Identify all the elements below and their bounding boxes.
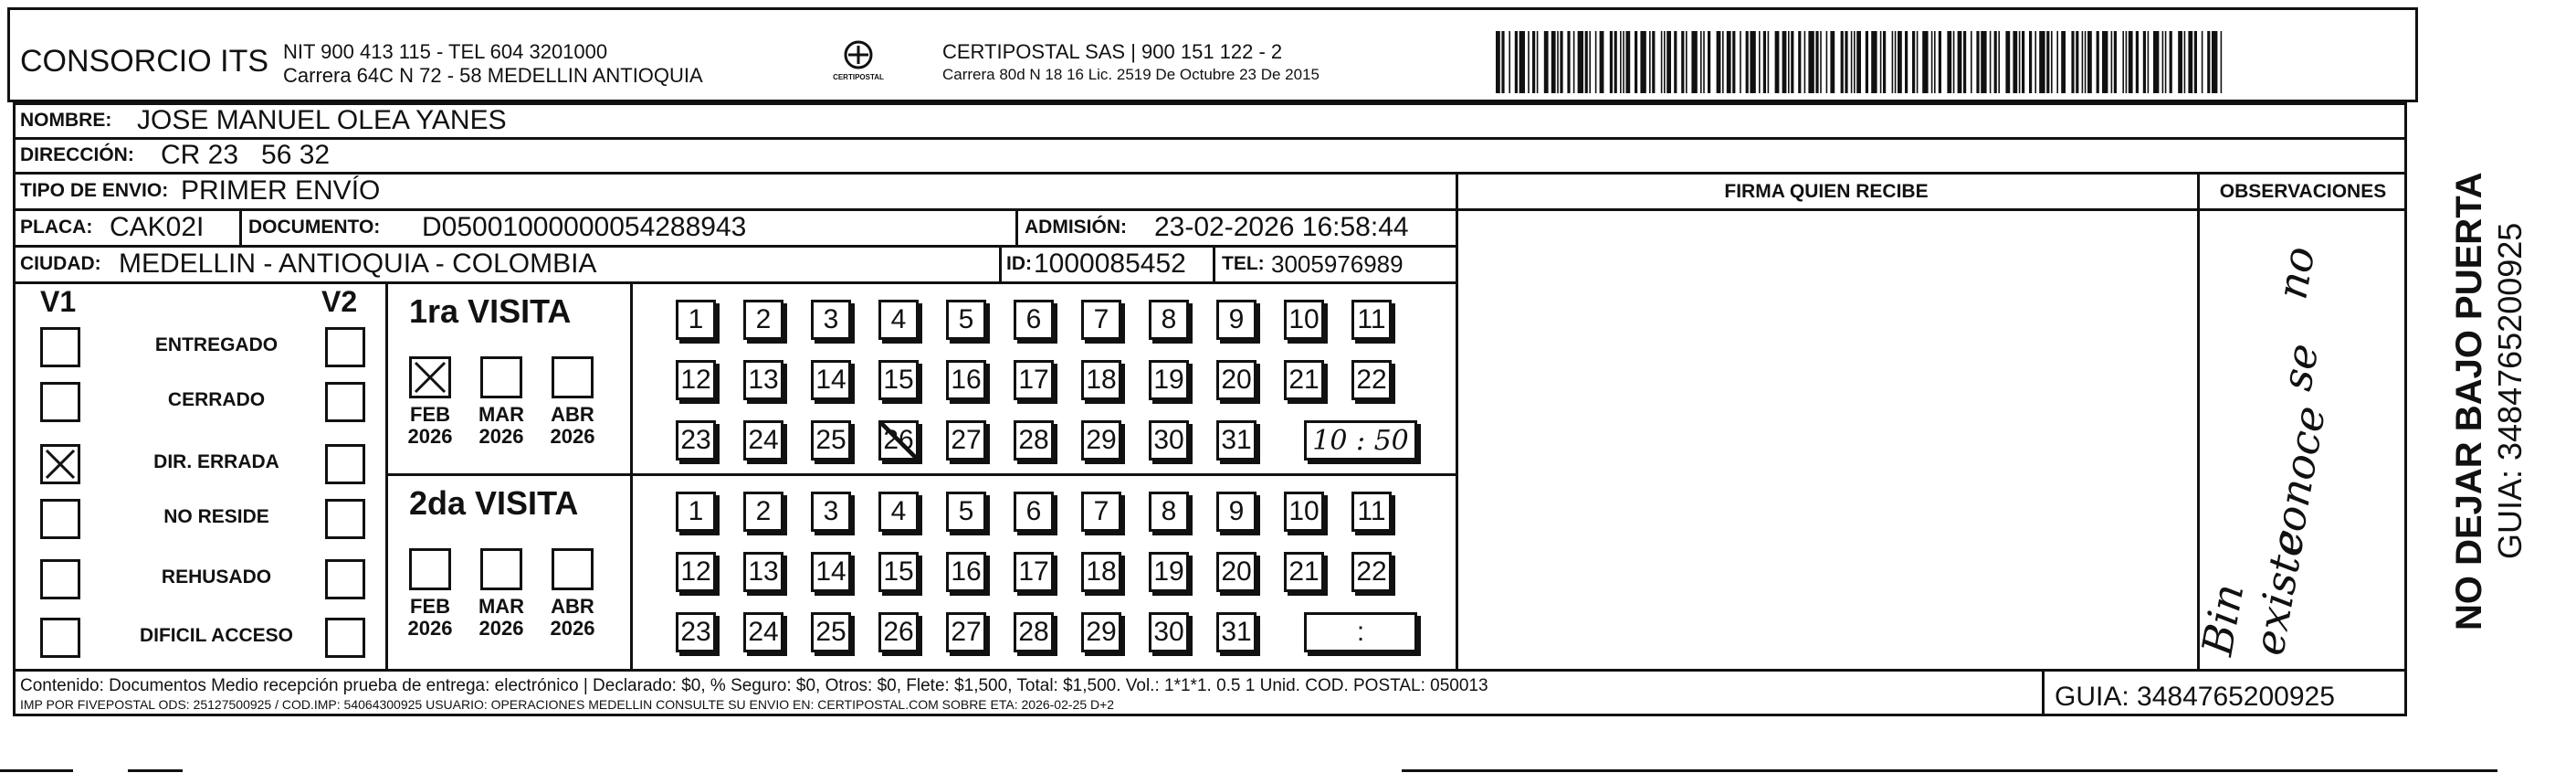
- barcode-bar: [1866, 31, 1868, 93]
- month-year: 2026: [407, 425, 453, 448]
- month-checkbox[interactable]: [409, 548, 451, 590]
- barcode-bar: [1585, 31, 1588, 93]
- barcode-bar: [1686, 31, 1688, 93]
- day-box[interactable]: 30: [1149, 612, 1189, 652]
- day-box[interactable]: 3: [811, 300, 851, 340]
- day-box[interactable]: 12: [676, 552, 716, 592]
- barcode-bar: [2184, 31, 2186, 93]
- barcode-bar: [1708, 31, 1710, 93]
- barcode-bar: [1759, 31, 1761, 93]
- footer-contenido: Contenido: Documentos Medio recepción prueba de entrega: electrónico | Declarado: $0, % Seguro: $0, Otros: $0, Flete: $1,500, Total: $1,500. Vol.: 1*1*1. 0.5 1 Unid. COD. POSTAL: 050013: [20, 676, 1488, 695]
- obs-word: conoce: [2260, 402, 2336, 558]
- barcode-bar: [1750, 31, 1755, 93]
- barcode-bar: [2212, 31, 2217, 93]
- month-checkbox[interactable]: [480, 548, 522, 590]
- barcode-bar: [1620, 31, 1622, 93]
- barcode-bar: [1740, 31, 1741, 93]
- barcode-bar: [1905, 31, 1908, 93]
- day-box[interactable]: 24: [743, 420, 783, 461]
- day-box[interactable]: 10: [1284, 492, 1324, 532]
- barcode-bar: [2111, 31, 2113, 93]
- month-label: [403, 596, 457, 640]
- barcode-bar: [1892, 31, 1894, 93]
- day-box[interactable]: 6: [1014, 300, 1054, 340]
- barcode-bar: [1732, 31, 1735, 93]
- barcode-bar: [1717, 31, 1721, 93]
- barcode-bar: [2029, 31, 2032, 93]
- barcode-bar: [1640, 31, 1645, 93]
- barcode-bar: [1557, 31, 1559, 93]
- barcode-bar: [1578, 31, 1583, 93]
- day-box[interactable]: 13: [743, 360, 783, 400]
- barcode-bar: [1567, 31, 1570, 93]
- day-box[interactable]: 11: [1351, 300, 1392, 340]
- barcode-bar: [1544, 31, 1549, 93]
- barcode-bar: [1589, 31, 1591, 93]
- barcode-bar: [1768, 31, 1770, 93]
- barcode-bar: [1600, 31, 1604, 93]
- day-box[interactable]: 18: [1081, 360, 1121, 400]
- barcode-bar: [2039, 31, 2045, 93]
- day-box[interactable]: 16: [946, 360, 986, 400]
- barcode-bar: [1791, 31, 1793, 93]
- day-box[interactable]: 1: [676, 300, 716, 340]
- month-checkbox[interactable]: [552, 356, 594, 398]
- barcode-bar: [2129, 31, 2133, 93]
- barcode-bar: [1649, 31, 1651, 93]
- month-year: 2026: [550, 425, 595, 448]
- barcode-bar: [2136, 31, 2139, 93]
- barcode-bar: [1537, 31, 1539, 93]
- barcode-bar: [1947, 31, 1951, 93]
- barcode-bar: [1958, 31, 1962, 93]
- day-box[interactable]: 7: [1081, 300, 1121, 340]
- tel-label: TEL:: [1222, 253, 1265, 274]
- day-box[interactable]: 25: [811, 612, 851, 652]
- barcode-bar: [2056, 31, 2058, 93]
- observaciones-handwriting: [2192, 219, 2402, 667]
- day-box[interactable]: 20: [1216, 360, 1256, 400]
- barcode-bar: [1703, 31, 1705, 93]
- row-line: [385, 473, 1456, 476]
- day-box[interactable]: 21: [1284, 552, 1324, 592]
- barcode-bar: [1560, 31, 1562, 93]
- barcode-bar: [1851, 31, 1853, 93]
- barcode-bar: [1652, 31, 1655, 93]
- day-box[interactable]: 19: [1149, 552, 1189, 592]
- day-box[interactable]: 28: [1014, 612, 1054, 652]
- documento-label: DOCUMENTO:: [248, 217, 381, 238]
- tel-value: 3005976989: [1271, 250, 1404, 278]
- barcode-bar: [1856, 31, 1861, 93]
- barcode-bar: [2194, 31, 2197, 93]
- day-box[interactable]: 22: [1351, 360, 1392, 400]
- barcode-bar: [1515, 31, 1518, 93]
- barcode-bar: [1939, 31, 1941, 93]
- day-box[interactable]: 2: [743, 492, 783, 532]
- day-box[interactable]: 26: [878, 612, 919, 652]
- status-label: DIFICIL ACCESO: [139, 625, 293, 646]
- visit-title: 2da VISITA: [409, 484, 579, 522]
- documento-value: D05001000000054288943: [422, 212, 747, 242]
- visit-title: 1ra VISITA: [409, 292, 572, 330]
- v2-header: V2: [321, 285, 358, 318]
- v2-checkbox[interactable]: [325, 382, 365, 422]
- barcode-bar: [1509, 31, 1510, 93]
- barcode-bar: [1953, 31, 1955, 93]
- observaciones-header: OBSERVACIONES: [2219, 181, 2387, 202]
- side-warning: NO DEJAR BAJO PUERTA: [2449, 172, 2489, 630]
- col-line: [1213, 245, 1215, 281]
- courier-line1: CERTIPOSTAL SAS | 900 151 122 - 2: [942, 40, 1283, 63]
- id-label: ID:: [1006, 253, 1032, 274]
- barcode-bar: [1775, 31, 1780, 93]
- barcode-bar: [1917, 31, 1919, 93]
- barcode-bar: [1727, 31, 1731, 93]
- nombre-value: JOSE MANUEL OLEA YANES: [137, 105, 507, 135]
- barcode-bar: [2114, 31, 2117, 93]
- day-box[interactable]: 21: [1284, 360, 1324, 400]
- barcode-bar: [1667, 31, 1671, 93]
- footer-imp: IMP POR FIVEPOSTAL ODS: 25127500925 / COD.IMP: 54064300925 USUARIO: OPERACIONES MEDELLIN CONSULTE SU ENVIO EN: CERTIPOSTAL.COM SOBRE ETA: 2026-02-25 D+2: [20, 697, 1115, 712]
- barcode-bar: [1610, 31, 1613, 93]
- company-name: CONSORCIO ITS: [20, 44, 269, 79]
- barcode-bar: [1788, 31, 1790, 93]
- day-box[interactable]: 29: [1081, 420, 1121, 461]
- barcode-bar: [2046, 31, 2049, 93]
- barcode-bar: [1635, 31, 1637, 93]
- row-line: [13, 281, 1456, 284]
- barcode-bar: [1871, 31, 1877, 93]
- barcode-bar: [1854, 31, 1856, 93]
- day-box[interactable]: 13: [743, 552, 783, 592]
- day-box[interactable]: 31: [1216, 612, 1256, 652]
- barcode-bar: [2082, 31, 2084, 93]
- day-box[interactable]: 16: [946, 552, 986, 592]
- barcode-bar: [2005, 31, 2010, 93]
- barcode-bar: [1798, 31, 1801, 93]
- barcode-bar: [1998, 31, 2000, 93]
- col-line: [2042, 669, 2045, 716]
- month-label: [403, 404, 457, 448]
- day-box[interactable]: 25: [811, 420, 851, 461]
- day-box[interactable]: 15: [878, 552, 919, 592]
- direccion-value: CR 23 56 32: [161, 140, 331, 170]
- barcode-bar: [1519, 31, 1525, 93]
- time-box[interactable]: :: [1304, 612, 1417, 652]
- day-box[interactable]: 9: [1216, 300, 1256, 340]
- side-guia: GUIA: 3484765200925: [2491, 222, 2529, 559]
- certipostal-logo-icon: [826, 37, 890, 91]
- barcode-bar: [1994, 31, 1997, 93]
- barcode-bar: [1782, 31, 1787, 93]
- barcode-bar: [2076, 31, 2078, 93]
- barcode-bar: [1722, 31, 1724, 93]
- time-box[interactable]: 10 : 50: [1304, 420, 1417, 461]
- barcode-bar: [2061, 31, 2066, 93]
- barcode-bar: [1551, 31, 1556, 93]
- barcode-bar: [1595, 31, 1597, 93]
- barcode-bar: [2188, 31, 2192, 93]
- company-line2: Carrera 64C N 72 - 58 MEDELLIN ANTIOQUIA: [283, 64, 703, 87]
- day-box[interactable]: 27: [946, 420, 986, 461]
- v1-checkbox[interactable]: [40, 327, 80, 367]
- barcode-bar: [2153, 31, 2159, 93]
- col-line: [999, 245, 1002, 281]
- month-checkbox[interactable]: [480, 356, 522, 398]
- barcode-bar: [1912, 31, 1915, 93]
- v1-checkbox[interactable]: [40, 499, 80, 539]
- v1-checkbox[interactable]: [40, 382, 80, 422]
- barcode-bar: [1763, 31, 1766, 93]
- v2-checkbox[interactable]: [325, 444, 365, 484]
- day-box[interactable]: 22: [1351, 552, 1392, 592]
- barcode-bar: [1528, 31, 1530, 93]
- admision-label: ADMISIÓN:: [1025, 217, 1127, 238]
- status-label: DIR. ERRADA: [153, 451, 279, 472]
- month-label: [545, 404, 600, 448]
- row-line: [13, 669, 2407, 672]
- day-box[interactable]: 24: [743, 612, 783, 652]
- footer-guia: GUIA: 3484765200925: [2055, 682, 2335, 712]
- day-box[interactable]: 30: [1149, 420, 1189, 461]
- bottom-rule: [0, 769, 73, 772]
- month-name: FEB: [410, 595, 450, 618]
- barcode-bar: [1573, 31, 1575, 93]
- status-label: REHUSADO: [161, 567, 272, 588]
- barcode-bar: [2051, 31, 2053, 93]
- barcode-bar: [2035, 31, 2036, 93]
- day-box[interactable]: 14: [811, 552, 851, 592]
- barcode-bar: [1898, 31, 1902, 93]
- barcode-bar: [2221, 31, 2223, 93]
- nombre-label: NOMBRE:: [20, 110, 112, 131]
- day-box[interactable]: 6: [1014, 492, 1054, 532]
- month-year: 2026: [478, 425, 524, 448]
- barcode: [1494, 31, 2224, 93]
- col-line: [239, 208, 242, 245]
- month-name: MAR: [478, 595, 525, 618]
- obs-word: Bin: [2192, 579, 2254, 660]
- day-box[interactable]: 10: [1284, 300, 1324, 340]
- barcode-bar: [2126, 31, 2128, 93]
- placa-label: PLACA:: [20, 217, 93, 238]
- barcode-bar: [1681, 31, 1684, 93]
- col-line: [1456, 172, 1458, 669]
- month-year: 2026: [478, 617, 524, 640]
- obs-word: existe: [2244, 526, 2315, 659]
- barcode-bar: [1532, 31, 1535, 93]
- ciudad-value: MEDELLIN - ANTIOQUIA - COLOMBIA: [119, 249, 597, 279]
- month-label: [474, 596, 529, 640]
- day-box[interactable]: 7: [1081, 492, 1121, 532]
- day-box[interactable]: 15: [878, 360, 919, 400]
- day-box[interactable]: 8: [1149, 300, 1189, 340]
- tipo-value: PRIMER ENVÍO: [181, 175, 381, 206]
- barcode-bar: [1496, 31, 1500, 93]
- barcode-bar: [2165, 31, 2167, 93]
- barcode-bar: [1971, 31, 1972, 93]
- barcode-bar: [2013, 31, 2017, 93]
- v2-checkbox[interactable]: [325, 618, 365, 658]
- status-label: ENTREGADO: [154, 334, 279, 355]
- barcode-bar: [2097, 31, 2099, 93]
- day-box[interactable]: 2: [743, 300, 783, 340]
- id-value: 1000085452: [1034, 249, 1186, 279]
- day-box[interactable]: 14: [811, 360, 851, 400]
- day-box[interactable]: 20: [1216, 552, 1256, 592]
- day-box[interactable]: 12: [676, 360, 716, 400]
- month-name: ABR: [551, 403, 594, 426]
- day-box[interactable]: 17: [1014, 552, 1054, 592]
- col-line: [1015, 208, 1018, 245]
- day-box[interactable]: 23: [676, 612, 716, 652]
- v2-checkbox[interactable]: [325, 559, 365, 599]
- month-checkbox[interactable]: [552, 548, 594, 590]
- bottom-rule: [1402, 769, 2497, 772]
- barcode-bar: [1883, 31, 1886, 93]
- tipo-label: TIPO DE ENVIO:: [20, 180, 169, 201]
- day-box[interactable]: 31: [1216, 420, 1256, 461]
- barcode-bar: [2022, 31, 2024, 93]
- barcode-bar: [2085, 31, 2087, 93]
- month-year: 2026: [550, 617, 595, 640]
- day-box[interactable]: 27: [946, 612, 986, 652]
- barcode-bar: [1830, 31, 1835, 93]
- direccion-label: DIRECCIÓN:: [20, 144, 134, 165]
- col-line: [2197, 172, 2200, 669]
- v2-checkbox[interactable]: [325, 499, 365, 539]
- day-box[interactable]: 3: [811, 492, 851, 532]
- barcode-bar: [1815, 31, 1818, 93]
- ciudad-label: CIUDAD:: [20, 253, 101, 274]
- row-line: [13, 172, 2407, 175]
- barcode-bar: [1963, 31, 1966, 93]
- v1-checkbox[interactable]: [40, 618, 80, 658]
- v1-checkbox[interactable]: [40, 559, 80, 599]
- barcode-bar: [1922, 31, 1928, 93]
- barcode-bar: [1661, 31, 1663, 93]
- barcode-bar: [1746, 31, 1749, 93]
- barcode-bar: [1981, 31, 1986, 93]
- barcode-bar: [1895, 31, 1897, 93]
- barcode-bar: [1990, 31, 1992, 93]
- barcode-bar: [1841, 31, 1844, 93]
- day-box[interactable]: 29: [1081, 612, 1121, 652]
- day-box[interactable]: 8: [1149, 492, 1189, 532]
- barcode-bar: [1820, 31, 1822, 93]
- day-box[interactable]: 4: [878, 300, 919, 340]
- day-box[interactable]: 5: [946, 300, 986, 340]
- row-line: [13, 137, 2407, 140]
- barcode-bar: [2178, 31, 2182, 93]
- logo-text: CERTIPOSTAL: [833, 73, 884, 81]
- barcode-bar: [1880, 31, 1882, 93]
- day-box[interactable]: 9: [1216, 492, 1256, 532]
- month-checkbox[interactable]: [409, 356, 451, 398]
- day-box[interactable]: 11: [1351, 492, 1392, 532]
- barcode-bar: [1826, 31, 1828, 93]
- bottom-rule: [128, 769, 183, 772]
- barcode-bar: [2207, 31, 2210, 93]
- barcode-bar: [1845, 31, 1847, 93]
- day-box[interactable]: 19: [1149, 360, 1189, 400]
- day-box[interactable]: 17: [1014, 360, 1054, 400]
- courier-line2: Carrera 80d N 18 16 Lic. 2519 De Octubre 23 De 2015: [942, 66, 1320, 83]
- month-label: [545, 596, 600, 640]
- barcode-bar: [1931, 31, 1933, 93]
- barcode-bar: [1808, 31, 1814, 93]
- day-box[interactable]: 26: [878, 420, 919, 461]
- barcode-bar: [2071, 31, 2074, 93]
- day-box[interactable]: 4: [878, 492, 919, 532]
- barcode-bar: [1674, 31, 1677, 93]
- firma-header: FIRMA QUIEN RECIBE: [1724, 181, 1929, 202]
- month-label: [474, 404, 529, 448]
- status-label: CERRADO: [167, 389, 266, 410]
- month-name: FEB: [410, 403, 450, 426]
- barcode-bar: [2019, 31, 2021, 93]
- v1-header: V1: [40, 285, 77, 318]
- barcode-bar: [2202, 31, 2203, 93]
- day-box[interactable]: 1: [676, 492, 716, 532]
- row-line: [1456, 208, 2407, 211]
- v1-checkbox[interactable]: [40, 444, 80, 484]
- barcode-bar: [1934, 31, 1936, 93]
- barcode-bar: [1614, 31, 1617, 93]
- barcode-bar: [2122, 31, 2124, 93]
- month-name: MAR: [478, 403, 525, 426]
- barcode-bar: [1501, 31, 1504, 93]
- barcode-bar: [2143, 31, 2146, 93]
- day-box[interactable]: 23: [676, 420, 716, 461]
- day-box[interactable]: 5: [946, 492, 986, 532]
- status-label: NO RESIDE: [163, 506, 269, 527]
- obs-word: se: [2271, 340, 2329, 395]
- barcode-bar: [2170, 31, 2172, 93]
- barcode-bar: [1664, 31, 1666, 93]
- day-box[interactable]: 28: [1014, 420, 1054, 461]
- barcode-bar: [1691, 31, 1697, 93]
- barcode-bar: [2162, 31, 2164, 93]
- row-line: [13, 245, 1456, 248]
- barcode-bar: [2148, 31, 2150, 93]
- barcode-bar: [1623, 31, 1624, 93]
- barcode-bar: [1976, 31, 1979, 93]
- barcode-bar: [1804, 31, 1806, 93]
- month-name: ABR: [551, 595, 594, 618]
- barcode-bar: [1700, 31, 1702, 93]
- placa-value: CAK02I: [110, 212, 205, 242]
- barcode-bar: [2102, 31, 2108, 93]
- company-line1: NIT 900 413 115 - TEL 604 3201000: [283, 40, 608, 63]
- admision-value: 23-02-2026 16:58:44: [1154, 212, 1409, 242]
- barcode-bar: [1625, 31, 1630, 93]
- day-box[interactable]: 18: [1081, 552, 1121, 592]
- month-year: 2026: [407, 617, 453, 640]
- barcode-bar: [2087, 31, 2092, 93]
- v2-checkbox[interactable]: [325, 327, 365, 367]
- obs-word: no: [2266, 242, 2325, 303]
